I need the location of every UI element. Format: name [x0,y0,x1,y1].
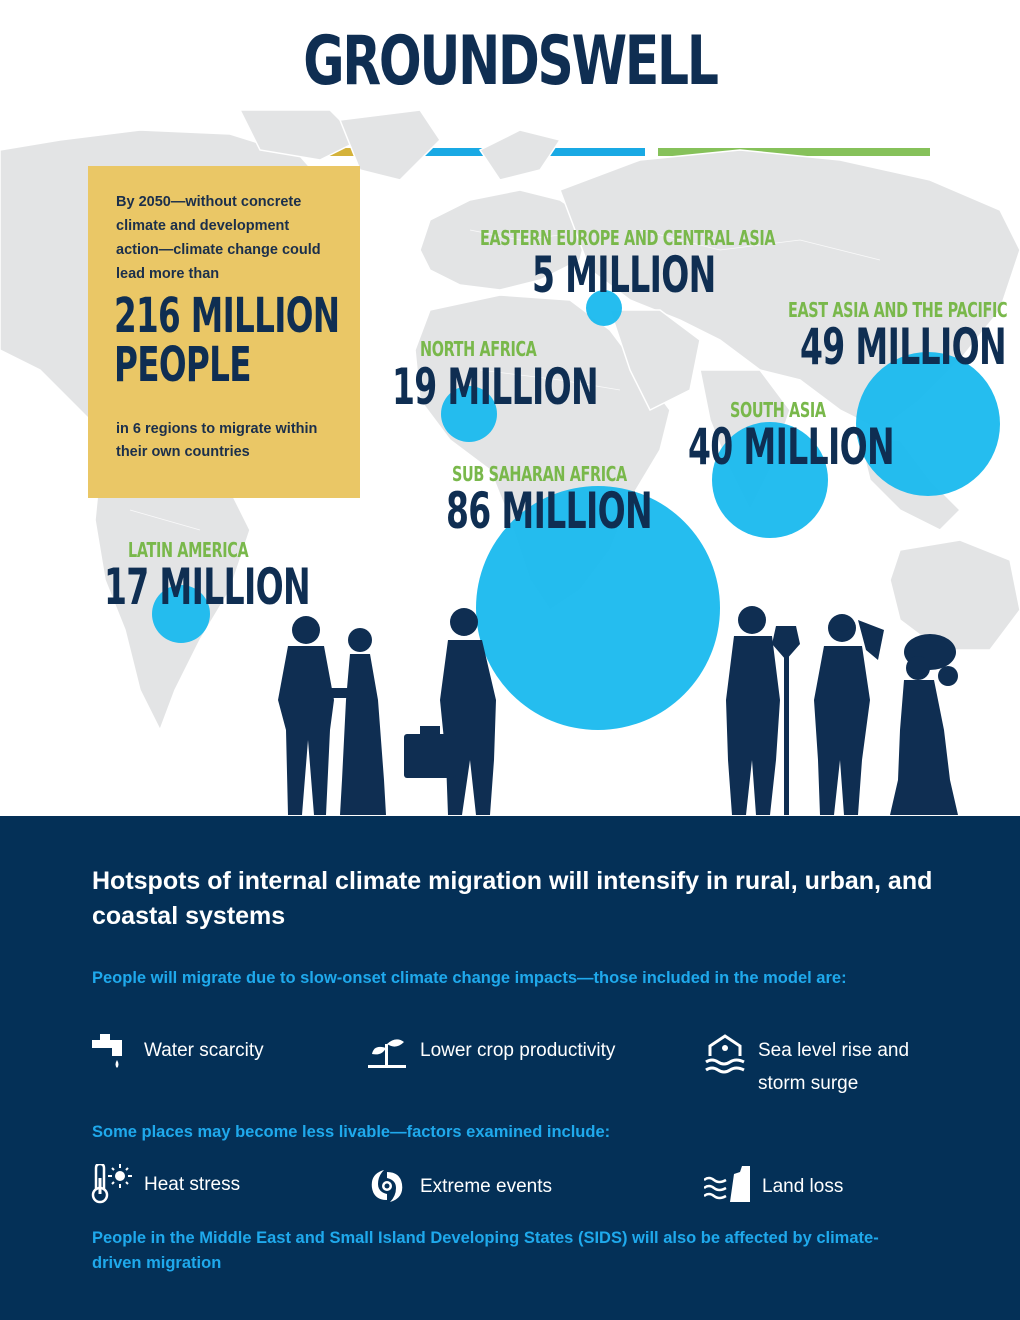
page-title: GROUNDSWELL [303,22,717,101]
flood-house-icon [704,1034,746,1074]
woman-silhouette [330,628,386,815]
thermometer-sun-icon [90,1164,132,1204]
impact-label-water-scarcity: Water scarcity [144,1040,264,1061]
region-value-latin-america: 17 MILLION [104,558,310,616]
sprout-icon [366,1034,408,1070]
footer-panel [0,816,1020,1320]
region-value-south-asia: 40 MILLION [688,418,894,476]
impact-water-scarcity [90,1034,264,1070]
impact-label-crop-productivity: Lower crop productivity [420,1040,616,1061]
slow-onset-intro: People will migrate due to slow-onset climate change impacts—those included in the model are: [92,969,847,987]
factor-label-extreme-events: Extreme events [420,1176,552,1197]
factor-extreme-events [366,1166,552,1206]
intro-trailing-text: in 6 regions to migrate within their own countries [116,421,318,460]
region-name-east-asia-pacific: EAST ASIA AND THE PACIFIC [788,298,1008,322]
livable-intro: Some places may become less livable—factors examined include: [92,1123,611,1141]
closing-note: People in the Middle East and Small Island Developing States (SIDS) will also be affected by climate-driven migration [92,1229,879,1272]
man-silhouette [278,616,334,815]
region-value-eastern-europe-central-asia: 5 MILLION [532,246,716,304]
region-value-sub-saharan-africa: 86 MILLION [446,482,652,540]
worried-man-silhouette [814,614,884,815]
region-name-latin-america: LATIN AMERICA [128,538,249,562]
intro-headline [114,288,340,393]
mother-silhouette [890,634,958,815]
region-name-sub-saharan-africa: SUB SAHARAN AFRICA [452,462,627,486]
factor-label-land-loss: Land loss [762,1176,844,1197]
factor-land-loss [704,1166,843,1206]
farmer-silhouette [726,606,800,815]
region-name-north-africa: NORTH AFRICA [420,337,537,361]
region-value-north-africa: 19 MILLION [392,358,598,416]
factor-label-heat-stress: Heat stress [144,1174,241,1195]
impact-sea-level [704,1034,938,1100]
intro-panel [88,166,360,498]
region-name-eastern-europe-central-asia: EASTERN EUROPE AND CENTRAL ASIA [480,226,776,250]
hurricane-icon [366,1166,408,1206]
factor-heat-stress [90,1164,240,1204]
migrants-silhouettes [0,600,1020,820]
intro-headline-line2: PEOPLE [114,337,251,393]
intro-lead-text: By 2050—without concrete climate and development action—climate change could lead more than [116,194,321,282]
traveler-silhouette [404,608,496,815]
impact-crop-productivity [366,1034,615,1070]
intro-headline-line1: 216 MILLION [114,288,340,344]
region-name-south-asia: SOUTH ASIA [730,398,826,422]
footer-heading: Hotspots of internal climate migration will intensify in rural, urban, and coastal systems [92,867,933,930]
impact-label-sea-level: Sea level rise and storm surge [758,1040,910,1094]
faucet-icon [90,1034,132,1070]
land-loss-icon [704,1166,750,1206]
region-value-east-asia-pacific: 49 MILLION [800,318,1006,376]
